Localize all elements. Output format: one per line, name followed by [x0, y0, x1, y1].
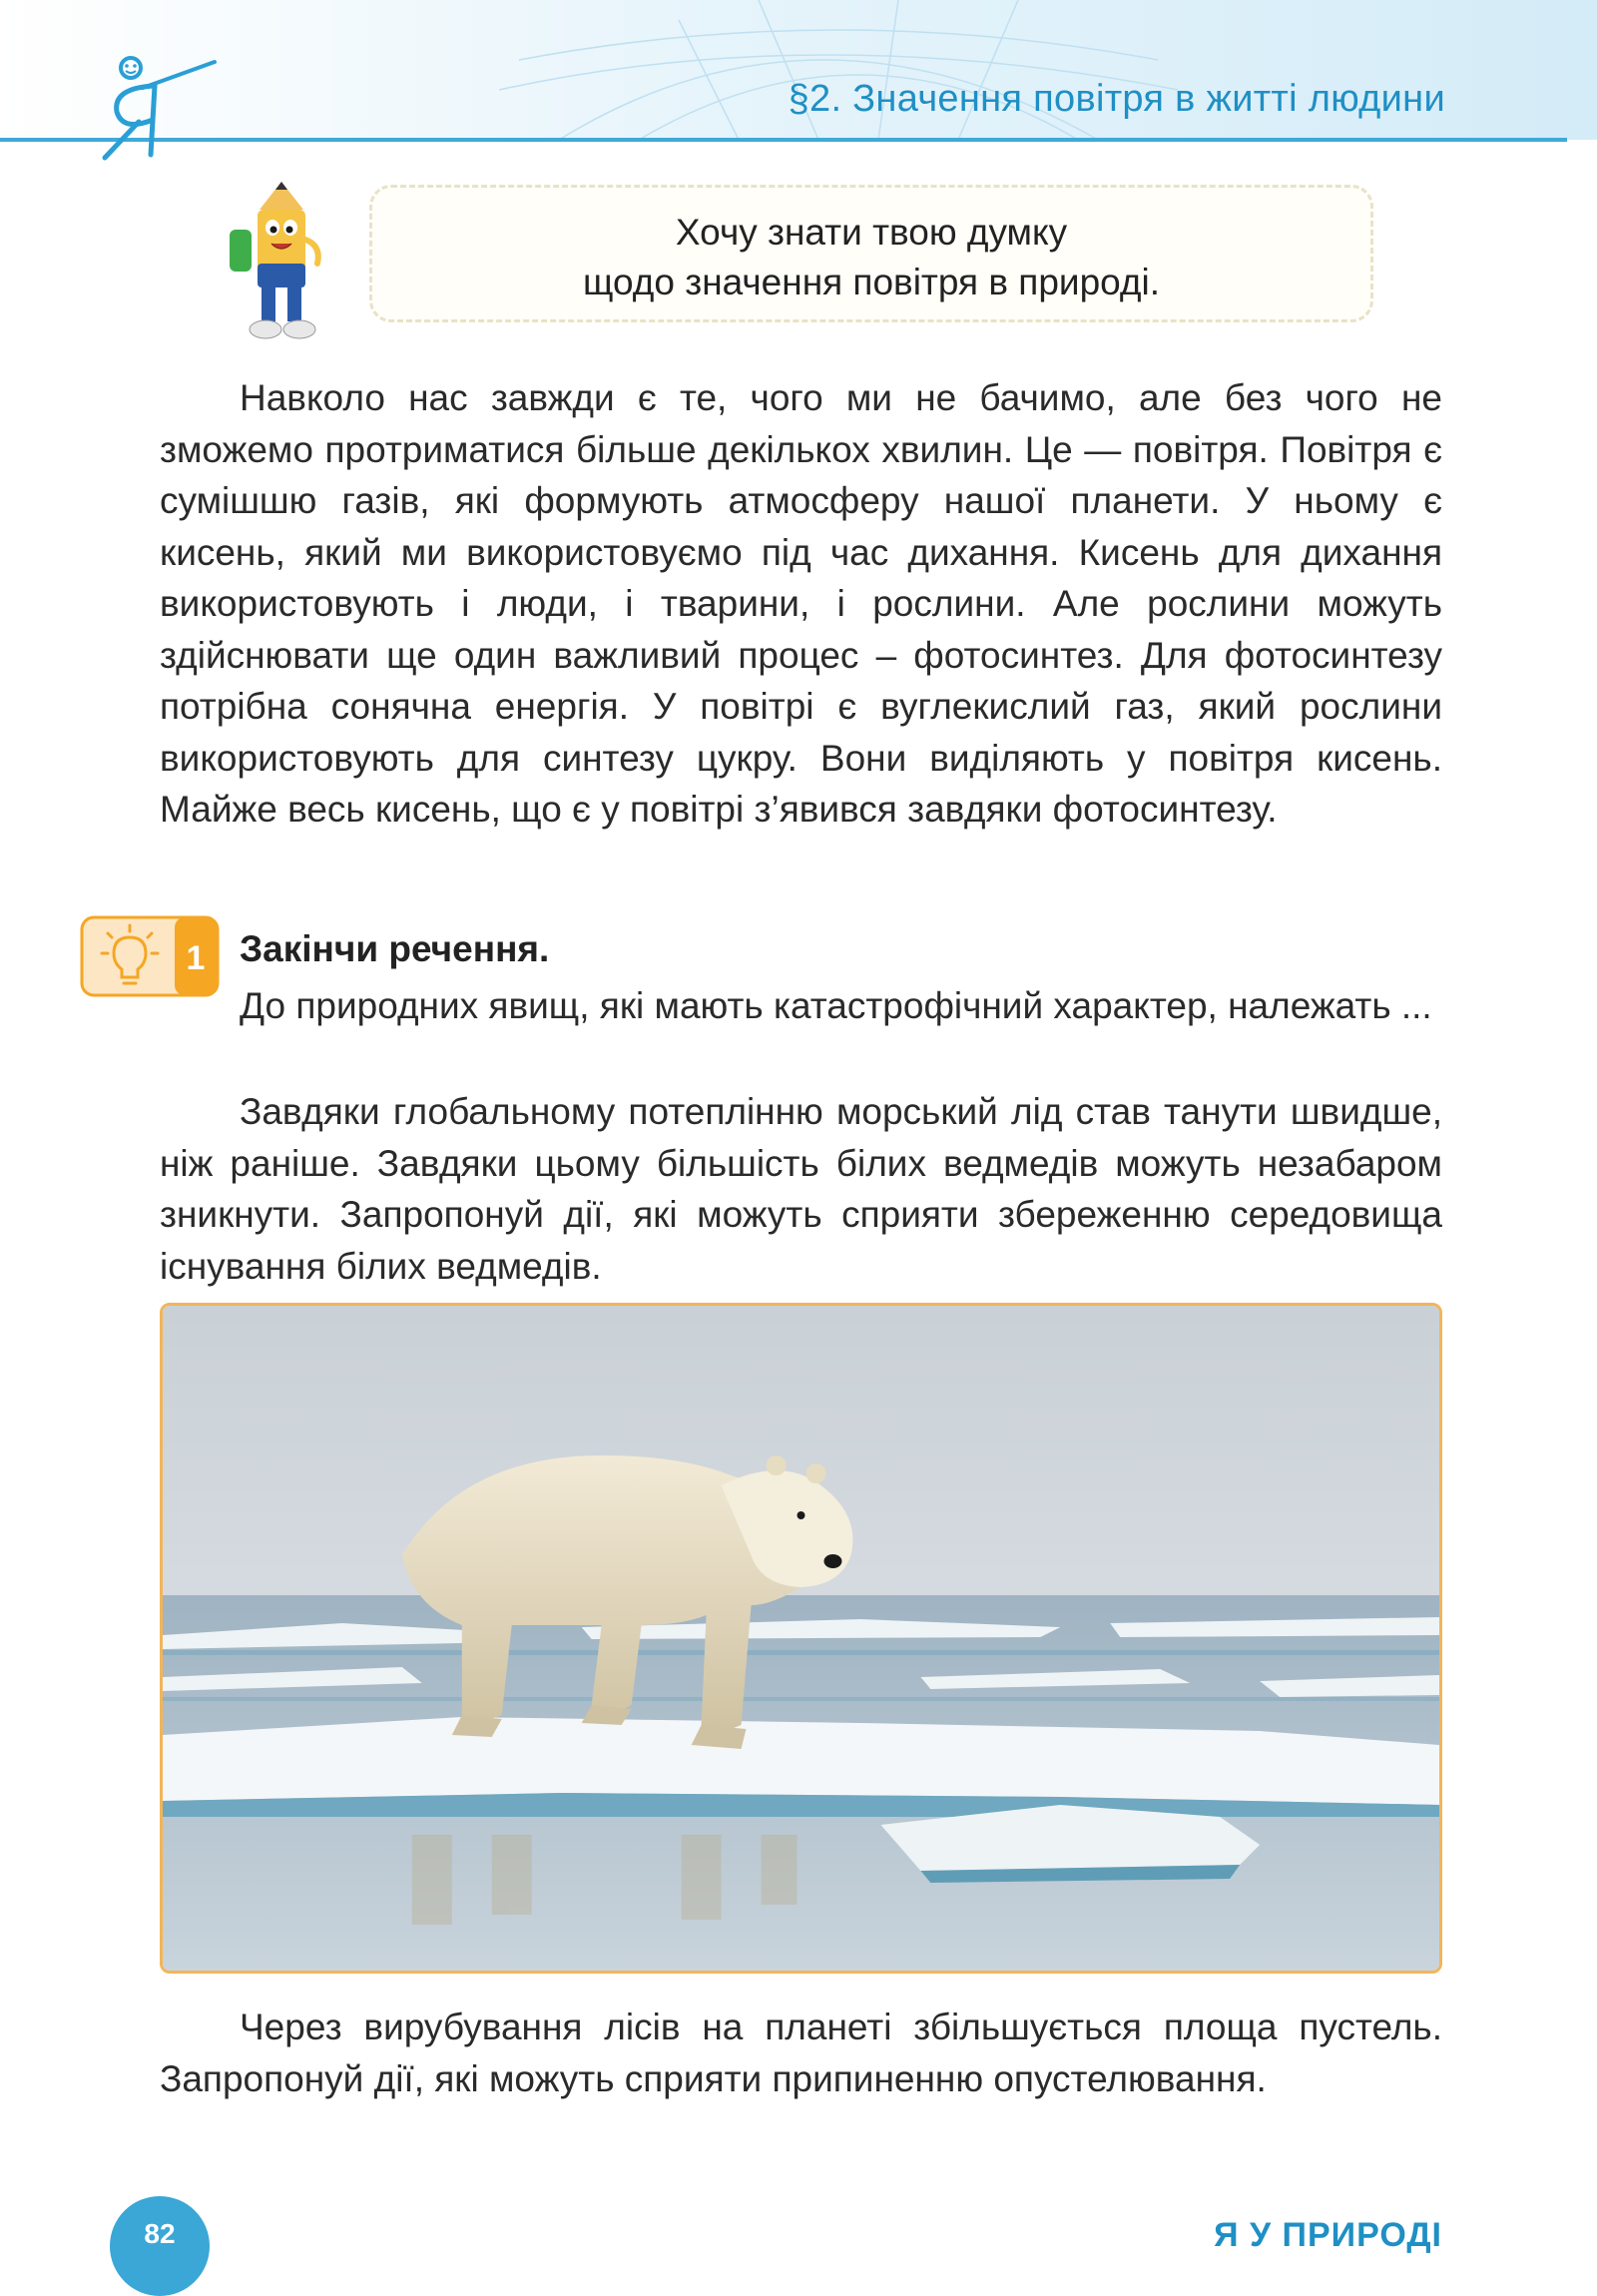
body-paragraph: Завдяки глобальному потеплінню морський лід став танути швидше, ніж раніше. Завдяки цьому більшість білих ведмедів можуть незабаром зникнути. Запропонуй дії, які можуть сприяти збереженню середовища існування білих ведмедів. [160, 1091, 1442, 1287]
body-paragraph: Навколо нас завжди є те, чого ми не бачимо, але без чого не зможемо протриматися більше декількох хвилин. Це — повітря. Повітря є сумішшю газів, які формують атмосферу нашої планети. У ньому є кисень, який ми використовуємо під час дихання. Кисень для дихання використовують і люди, і тварини, і рослини. Але рослини можуть здійснювати ще один важливий процес – фотосинтез. Для фотосинтезу потрібна сонячна енергія. У повітрі є вуглекислий газ, який рослини використовують для синтезу цукру. Вони виділяють у повітря кисень. Майже весь кисень, що є у повітрі з’явився завдяки фотосинтезу. [160, 377, 1442, 830]
task-title: Закінчи речення. [240, 928, 550, 969]
speech-bubble-line: щодо значення повітря в природі. [583, 262, 1160, 302]
page-number: 82 [144, 2218, 176, 2249]
pencil-mascot-icon [222, 180, 331, 349]
body-paragraph: Через вирубування лісів на планеті збільшується площа пустель. Запропонуй дії, які можуть сприяти припиненню опустелювання. [160, 2007, 1442, 2099]
header-rule [0, 138, 1567, 142]
body-paragraph: До природних явищ, які мають катастрофічний характер, належать ... [240, 985, 1432, 1026]
section-title: §2. Значення повітря в житті людини [788, 78, 1445, 120]
header-background [0, 0, 1597, 150]
speech-bubble [369, 185, 1373, 322]
task-number: 1 [186, 939, 206, 977]
page-number-badge [110, 2196, 210, 2296]
speech-bubble-line: Хочу знати твою думку [675, 212, 1068, 253]
polar-bear-photo [160, 1303, 1442, 1974]
footer-section-label: Я У ПРИРОДІ [1214, 2216, 1442, 2254]
letter-ya-logo-icon [95, 50, 225, 165]
